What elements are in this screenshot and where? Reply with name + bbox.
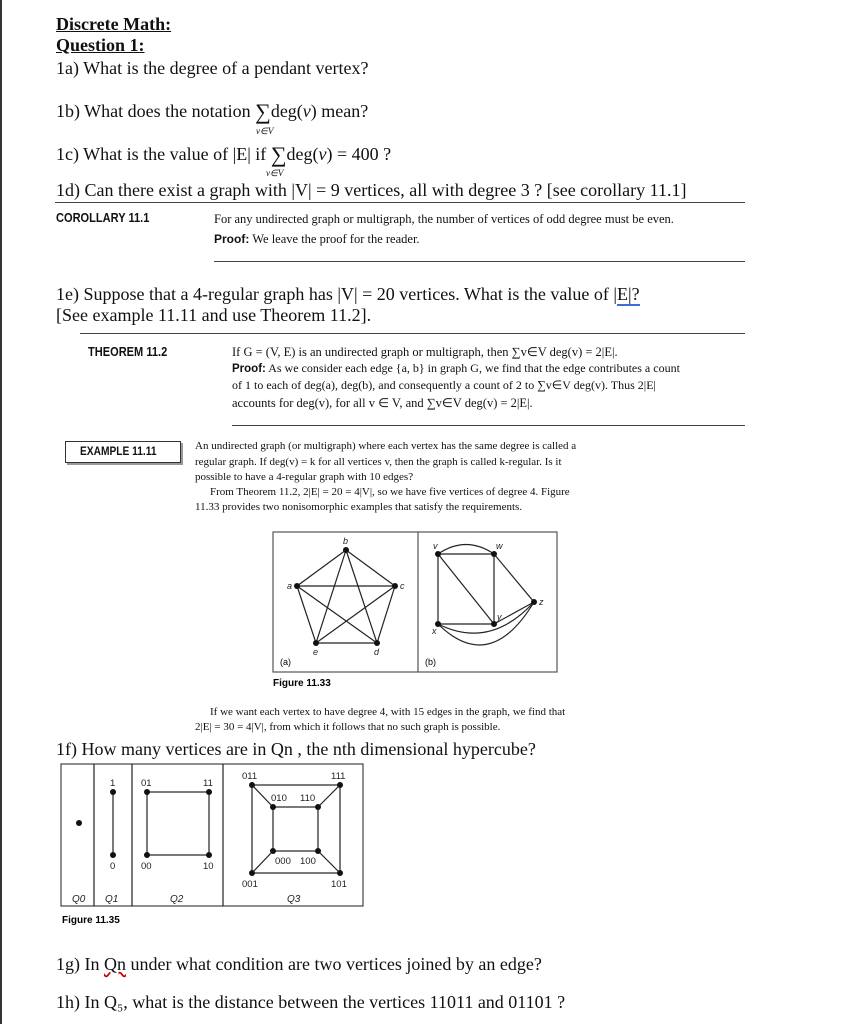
q2-label: 10 (203, 861, 214, 872)
panel-q0: Q0 (72, 894, 86, 905)
q1b-close: ) (310, 101, 317, 121)
question-1a: 1a) What is the degree of a pendant vertex? (56, 58, 369, 78)
question-heading: Question 1: (56, 35, 145, 55)
q1e-text: 1e) Suppose that a 4-regular graph has |V| = 20 vertices. What is the value of | (56, 284, 617, 304)
q3-label: 000 (275, 856, 291, 867)
q1g-prefix: 1g) In (56, 954, 104, 974)
figure-11-35-caption: Figure 11.35 (62, 915, 120, 926)
theorem-proof-text: As we consider each edge {a, b} in graph G, we find that the edge contributes a count (265, 361, 680, 375)
q1c-prefix: 1c) What is the value of |E| if (56, 144, 271, 164)
question-1d: 1d) Can there exist a graph with |V| = 9 vertices, all with degree 3 ? [see corollary 11.1] (56, 180, 687, 200)
vertex-b (343, 547, 349, 553)
example-line: 11.33 provides two nonisomorphic examples that satisfy the requirements. (195, 501, 523, 513)
theorem-line4: accounts for deg(v), for all v ∈ V, and ∑v∈V deg(v) = 2|E|. (232, 396, 533, 410)
q2-label: 11 (203, 778, 213, 789)
label-v: v (433, 541, 438, 551)
label-z: z (539, 597, 544, 607)
sum-symbol: ∑ (255, 99, 271, 124)
label-a: a (287, 581, 293, 591)
corollary-text: For any undirected graph or multigraph, the number of vertices of odd degree must be even. (214, 212, 674, 226)
label-x: x (432, 626, 437, 636)
vertex-v (435, 551, 441, 557)
paragraph-line: If we want each vertex to have degree 4, with 15 edges in the graph, we find that (210, 706, 566, 718)
example-line: regular graph. If deg(v) = k for all vertices v, then the graph is called k-regular. Is it (195, 456, 562, 468)
graph-a-edges (297, 550, 395, 643)
q1-label: 1 (110, 778, 116, 789)
q1b-suffix: mean? (316, 101, 369, 121)
vertex-c (392, 583, 398, 589)
question-1f: 1f) How many vertices are in Qn , the nth dimensional hypercube? (56, 739, 536, 759)
q1b-expr: deg( (270, 101, 303, 121)
q1b-subscript: v∈V (256, 126, 274, 136)
q1e-spellcheck-mark[interactable]: E|? (616, 284, 640, 304)
panel-q3: Q3 (287, 894, 301, 905)
graph-b-edges (438, 545, 534, 645)
label-c: c (400, 581, 405, 591)
panel-a-label: (a) (280, 657, 291, 667)
vertex-e (313, 640, 319, 646)
proof-label: Proof: (214, 232, 250, 246)
panel-q1: Q1 (105, 894, 119, 905)
q1g-spellcheck-mark[interactable]: Qn (104, 954, 126, 974)
q1b-var: v (302, 101, 311, 121)
q1g-suffix: under what condition are two vertices joined by an edge? (126, 954, 542, 974)
vertex-d (374, 640, 380, 646)
q1c-expr: deg( (286, 144, 319, 164)
q3-label: 010 (271, 793, 287, 804)
question-1g (56, 954, 542, 975)
q1b-prefix: 1b) What does the notation (56, 101, 256, 121)
doc-title: Discrete Math: (56, 14, 172, 34)
theorem-line1: If G = (V, E) is an undirected graph or multigraph, then ∑v∈V deg(v) = 2|E|. (232, 345, 618, 359)
example-line: An undirected graph (or multigraph) where each vertex has the same degree is called a (195, 440, 577, 452)
q1c-var: v (318, 144, 327, 164)
q1c-close: ) (326, 144, 333, 164)
vertex-a (294, 583, 300, 589)
q2-label: 00 (141, 861, 152, 872)
question-1h: 1h) In Q₅, what is the distance between the vertices 11011 and 01101 ? (56, 992, 566, 1012)
example-label: EXAMPLE 11.11 (80, 444, 157, 458)
q3-label: 001 (242, 879, 258, 890)
q2-label: 01 (141, 778, 152, 789)
label-e: e (313, 647, 319, 657)
question-1e-line2: [See example 11.11 and use Theorem 11.2]. (56, 305, 372, 325)
q3-label: 110 (300, 793, 316, 804)
proof-label: Proof: (232, 363, 266, 375)
label-b: b (343, 536, 349, 546)
vertex-w (491, 551, 497, 557)
label-d: d (374, 647, 380, 657)
theorem-line3: of 1 to each of deg(a), deg(b), and consequently a count of 2 to ∑v∈V deg(v). Thus 2|E| (232, 378, 656, 392)
q1c-subscript: v∈V (266, 168, 284, 178)
example-line: From Theorem 11.2, 2|E| = 20 = 4|V|, so we have five vertices of degree 4. Figure (210, 486, 570, 498)
q3-label: 101 (331, 879, 347, 890)
q3-label: 111 (331, 771, 346, 782)
label-y: y (497, 612, 502, 622)
q1-label: 0 (110, 861, 116, 872)
example-line: possible to have a 4-regular graph with 10 edges? (195, 471, 414, 483)
panel-q2: Q2 (170, 894, 184, 905)
vertex-z (531, 599, 537, 605)
q3-label: 100 (300, 856, 316, 867)
label-w: w (496, 541, 503, 551)
q1c-suffix: = 400 ? (332, 144, 392, 164)
panel-b-label: (b) (425, 657, 436, 667)
proof-text: We leave the proof for the reader. (249, 232, 420, 246)
corollary-label: COROLLARY 11.1 (56, 210, 150, 225)
paragraph-line: 2|E| = 30 = 4|V|, from which it follows that no such graph is possible. (195, 721, 501, 733)
theorem-label: THEOREM 11.2 (88, 344, 168, 359)
sum-symbol: ∑ (270, 142, 287, 167)
figure-11-33-caption: Figure 11.33 (273, 678, 331, 689)
q3-label: 011 (242, 771, 258, 782)
